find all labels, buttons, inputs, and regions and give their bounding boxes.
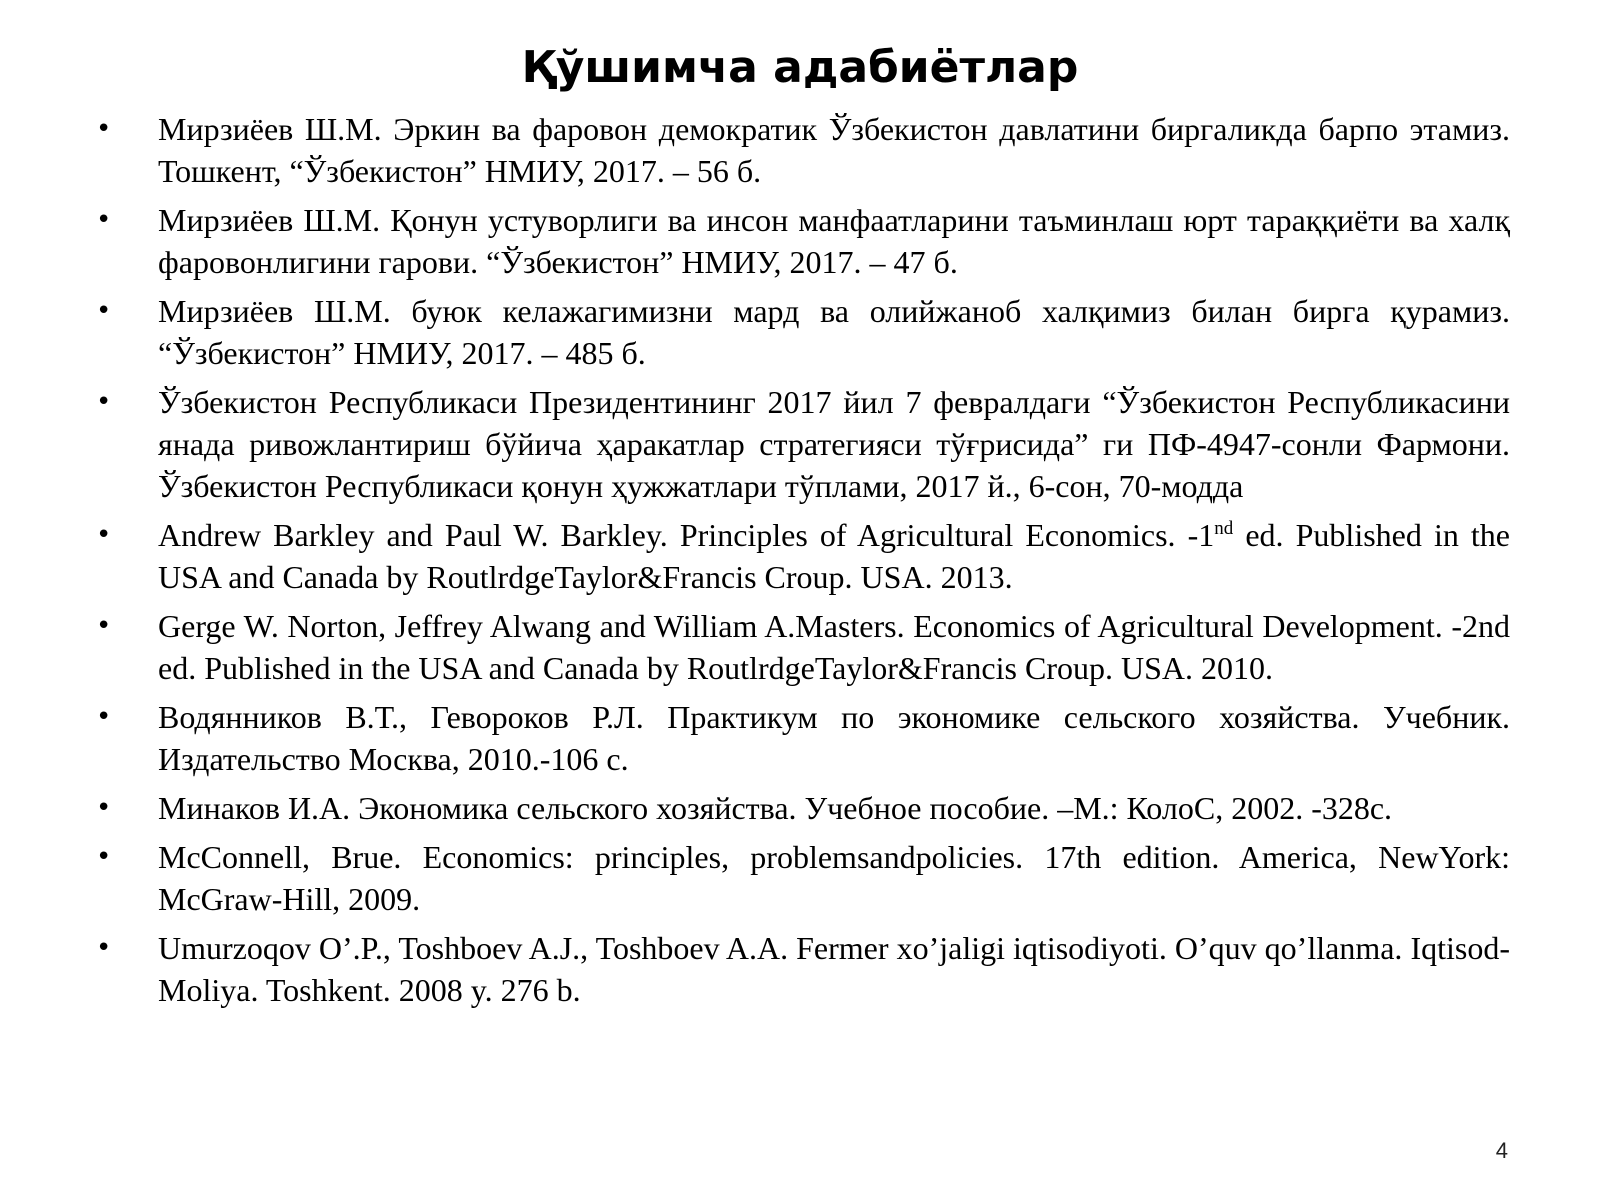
reference-text: Gerge W. Norton, Jeffrey Alwang and William A.Masters. Economics of Agricultural Development. -2nd ed. Published in the USA and Canada by RoutlrdgeTaylor&Francis Croup. USA. 2010.	[158, 608, 1510, 686]
bullet-icon: •	[96, 520, 112, 550]
reference-text: Мирзиёев Ш.М. буюк келажагимизни мард ва олийжаноб халқимиз билан бирга қурамиз. “Ўзбекистон” НМИУ, 2017. – 485 б.	[158, 293, 1510, 371]
bullet-icon: •	[96, 842, 112, 872]
reference-text-before: Andrew Barkley and Paul W. Barkley. Principles of Agricultural Economics. -1	[158, 517, 1215, 553]
reference-item	[90, 381, 1510, 507]
ordinal-superscript: nd	[1214, 518, 1234, 539]
reference-text: Ўзбекистон Республикаси Президентининг 2017 йил 7 февралдаги “Ўзбекистон Республикасини янада ривожлантириш бўйича ҳаракатлар стратегияси тўғрисида” ги ПФ-4947-сонли Фармони. Ўзбекистон Республикаси қонун ҳужжатлари тўплами, 2017 й., 6-сон, 70-модда	[158, 384, 1510, 504]
reference-text: Водянников В.Т., Геворoков Р.Л. Практикум по экономике сельского хозяйства. Учебник. Издательство Москва, 2010.-106 с.	[158, 699, 1510, 777]
reference-item	[90, 108, 1510, 192]
reference-item	[90, 787, 1510, 829]
bullet-icon: •	[96, 793, 112, 823]
reference-text-after: ed. Published in the USA and Canada by RoutlrdgeTaylor&Francis Croup. USA. 2013.	[158, 517, 1510, 595]
reference-item	[90, 290, 1510, 374]
page-number: 4	[1495, 1138, 1508, 1163]
reference-item	[90, 514, 1510, 598]
reference-text: Минаков И.А. Экономика сельского хозяйства. Учебное пособие. –М.: КолоС, 2002. -328с.	[158, 790, 1393, 826]
reference-text: Мирзиёев Ш.М. Эркин ва фаровон демократик Ўзбекистон давлатини биргаликда барпо этамиз. Тошкент, “Ўзбекистон” НМИУ, 2017. – 56 б.	[158, 111, 1510, 189]
reference-list	[90, 108, 1510, 1018]
bullet-icon: •	[96, 387, 112, 417]
bullet-icon: •	[96, 702, 112, 732]
reference-text: Мирзиёев Ш.М. Қонун устуворлиги ва инсон манфаатларини таъминлаш юрт тараққиёти ва халқ фаровонлигини гарови. “Ўзбекистон” НМИУ, 2017. – 47 б.	[158, 202, 1510, 280]
reference-text: Umurzoqov O’.P., Toshboev A.J., Toshboev A.A. Fermer xo’jaligi iqtisodiyoti. O’quv qo’llanma. Iqtisod-Moliya. Toshkent. 2008 y. 276 b.	[158, 930, 1510, 1008]
reference-item	[90, 696, 1510, 780]
reference-item	[90, 927, 1510, 1011]
bullet-icon: •	[96, 114, 112, 144]
reference-text	[158, 517, 1510, 595]
bullet-icon: •	[96, 611, 112, 641]
bullet-icon: •	[96, 296, 112, 326]
reference-text: McConnell, Brue. Economics: principles, problemsandpolicies. 17th edition. America, NewYork: McGraw-Hill, 2009.	[158, 839, 1510, 917]
reference-item	[90, 836, 1510, 920]
reference-item	[90, 199, 1510, 283]
reference-item	[90, 605, 1510, 689]
bullet-icon: •	[96, 933, 112, 963]
slide-title: Қўшимча адабиётлар	[521, 42, 1079, 93]
bullet-icon: •	[96, 205, 112, 235]
